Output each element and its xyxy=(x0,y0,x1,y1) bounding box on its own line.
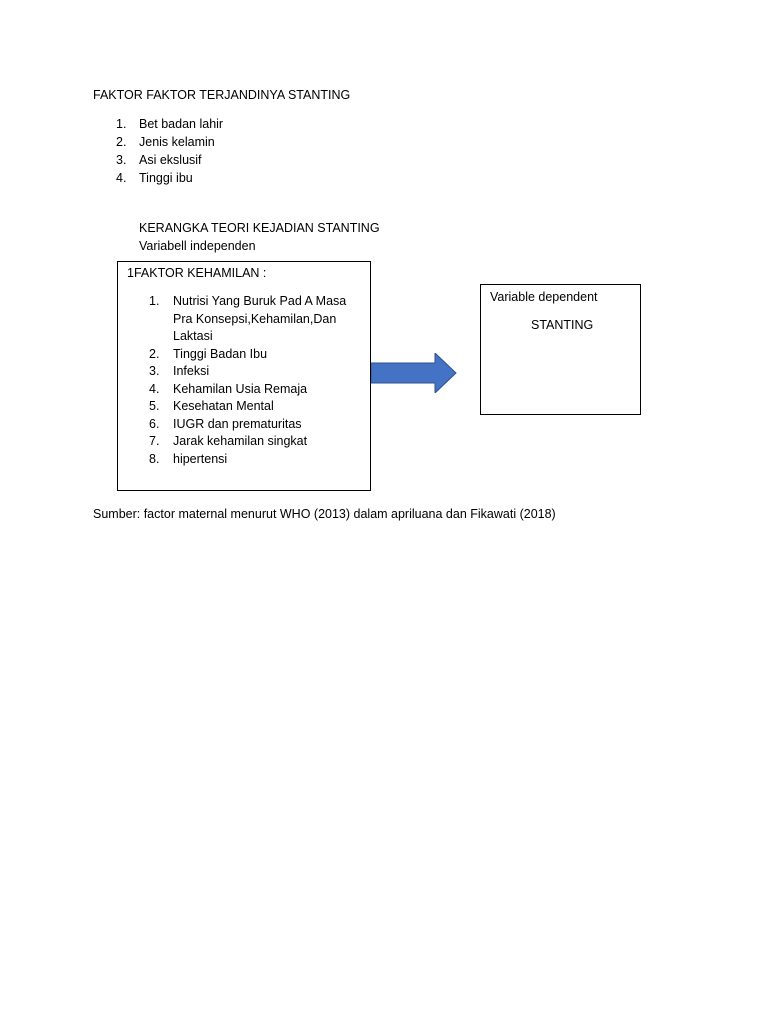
factor-item: 1. Bet badan lahir xyxy=(116,117,224,131)
factor-item: 3. Asi ekslusif xyxy=(116,153,202,167)
document-title: FAKTOR FAKTOR TERJANDINYA STANTING xyxy=(93,88,351,102)
pregnancy-factor-item: 5. Kesehatan Mental xyxy=(149,399,274,413)
dependent-variable-box xyxy=(480,284,641,415)
right-arrow-icon xyxy=(371,353,457,393)
framework-title: KERANGKA TEORI KEJADIAN STANTING xyxy=(139,221,380,235)
independent-variable-box xyxy=(117,261,371,491)
source-citation: Sumber: factor maternal menurut WHO (2013) dalam apriluana dan Fikawati (2018) xyxy=(93,507,556,521)
factor-list xyxy=(93,115,223,187)
factor-item: 2. Jenis kelamin xyxy=(116,135,215,149)
pregnancy-factor-item: 8. hipertensi xyxy=(149,451,228,466)
pregnancy-factor-item: 7. Jarak kehamilan singkat xyxy=(149,434,308,448)
independent-variable-label: Variabell independen xyxy=(139,239,256,253)
pregnancy-factor-list xyxy=(118,293,370,468)
independent-box-title: 1FAKTOR KEHAMILAN : xyxy=(127,266,267,280)
pregnancy-factor-item: 3. Infeksi xyxy=(149,364,210,378)
dependent-variable-value: STANTING xyxy=(531,318,594,332)
pregnancy-factor-item: 4. Kehamilan Usia Remaja xyxy=(149,381,308,396)
pregnancy-factor-item: 6. IUGR dan prematuritas xyxy=(149,416,302,431)
pregnancy-factor-item: 2. Tinggi Badan Ibu xyxy=(149,346,268,361)
pregnancy-factor-item: 1. Nutrisi Yang Buruk Pad A Masa Pra Konsepsi,Kehamilan,Dan Laktasi xyxy=(149,294,347,343)
factor-item: 4. Tinggi ibu xyxy=(116,171,193,185)
dependent-variable-label: Variable dependent xyxy=(490,290,598,304)
